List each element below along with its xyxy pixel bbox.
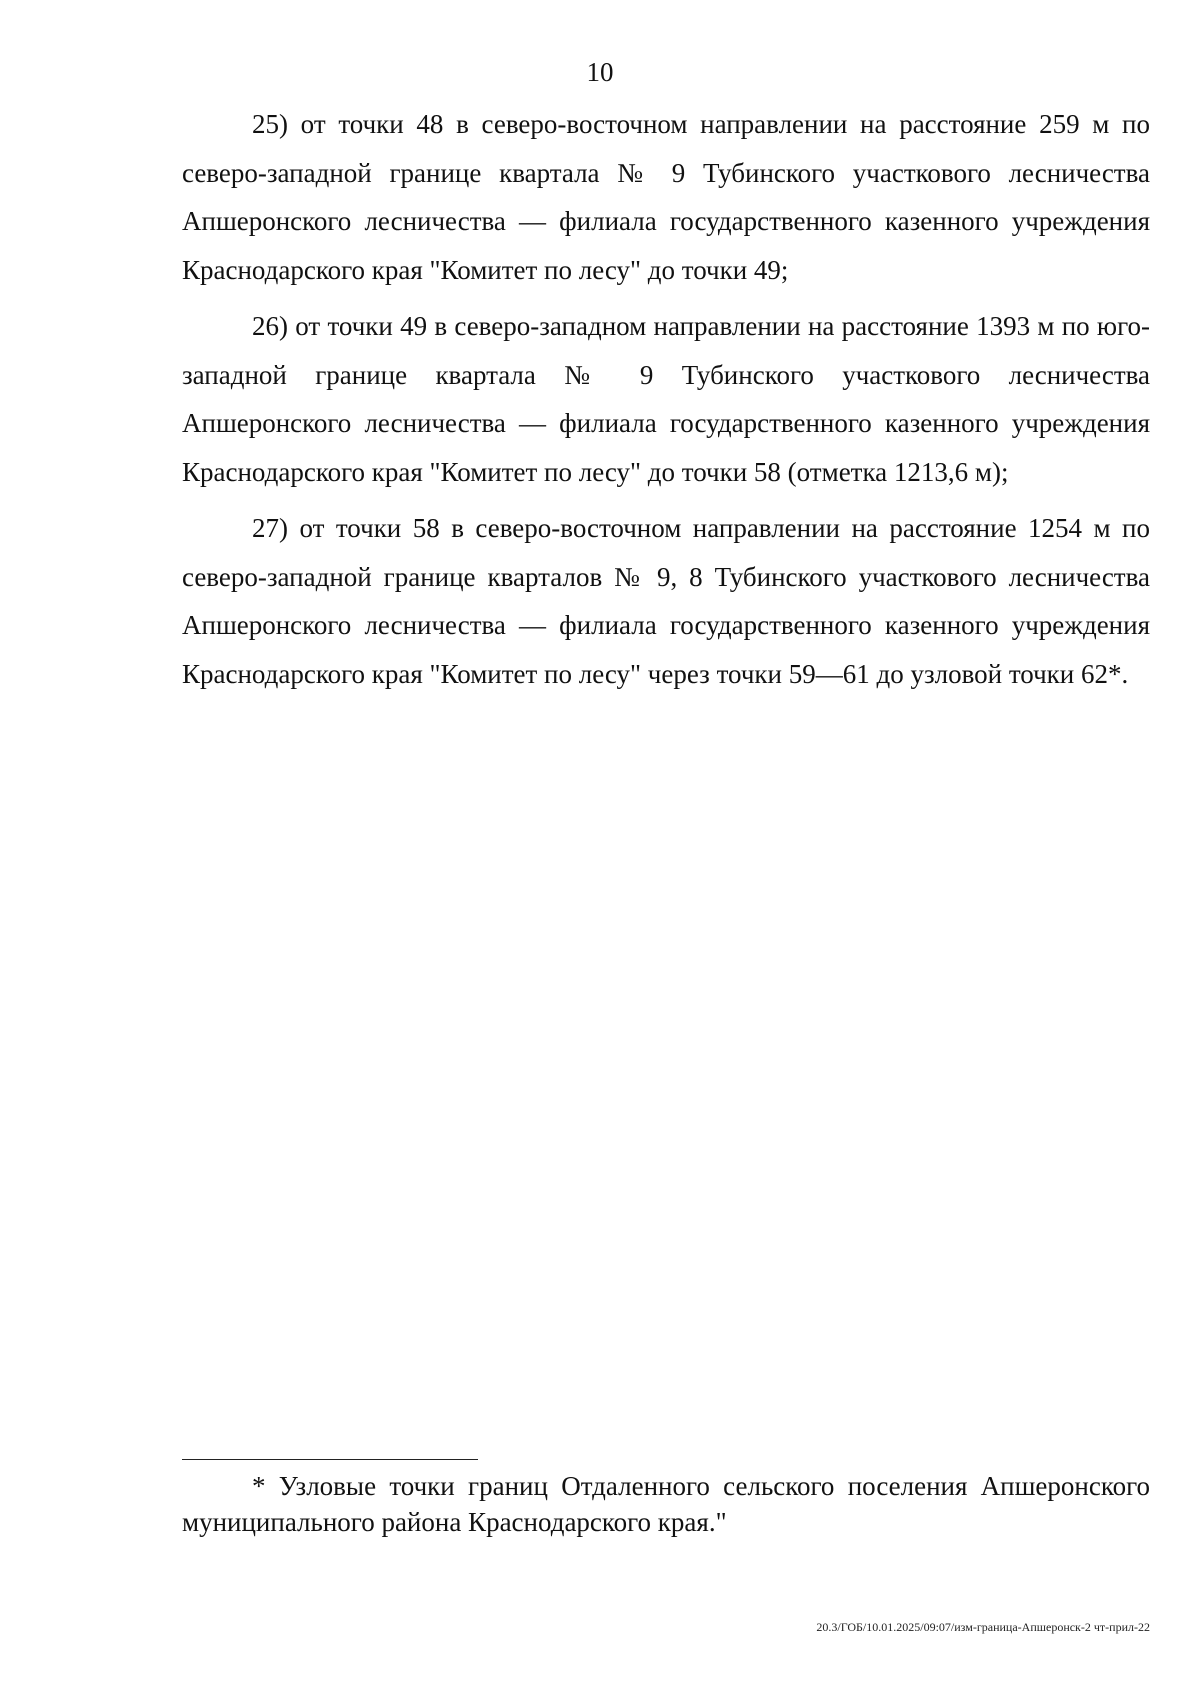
paragraph-25: 25) от точки 48 в северо-восточном направлении на расстояние 259 м по северо-западной границе квартала № 9 Тубинского участкового лесничества Апшеронского лесничества — филиала государственного казенного учреждения Краснодарского края "Комитет по лесу" до точки 49; (182, 109, 1150, 285)
paragraph-26: 26) от точки 49 в северо-западном направлении на расстояние 1393 м по юго-западной границе квартала № 9 Тубинского участкового лесничества Апшеронского лесничества — филиала государственного казенного учреждения Краснодарского края "Комитет по лесу" до точки 58 (отметка 1213,6 м); (182, 311, 1150, 487)
footnote: * Узловые точки границ Отдаленного сельского поселения Апшеронского муниципального района Краснодарского края." (182, 1471, 1150, 1537)
document-body (182, 100, 1150, 706)
footnote-divider (182, 1459, 478, 1460)
page-number: 10 (586, 57, 614, 87)
paragraph-27: 27) от точки 58 в северо-восточном направлении на расстояние 1254 м по северо-западной границе кварталов № 9, 8 Тубинского участкового лесничества Апшеронского лесничества — филиала государственного казенного учреждения Краснодарского края "Комитет по лесу" через точки 59—61 до узловой точки 62*. (182, 513, 1150, 689)
document-code: 20.3/ГОБ/10.01.2025/09:07/изм-граница-Апшеронск-2 чт-прил-22 (816, 1620, 1150, 1634)
